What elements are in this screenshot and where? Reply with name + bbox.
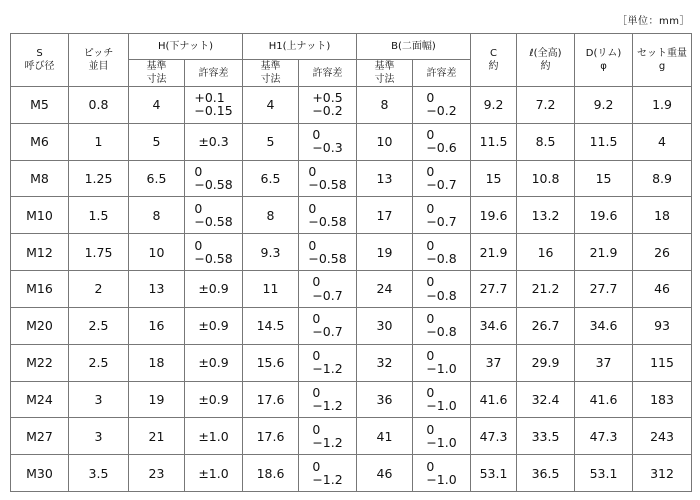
c-cell: 19.6	[471, 197, 517, 234]
pitch-cell: 1	[69, 123, 129, 160]
size-cell: M6	[11, 123, 69, 160]
dimension-table	[10, 33, 692, 492]
tolerance-value: −0.58	[194, 213, 233, 229]
rim-diameter-cell: 11.5	[575, 123, 633, 160]
tolerance-value: 0	[426, 421, 435, 437]
set-weight-cell: 4	[633, 123, 692, 160]
header-b-width-across-flats: B(二面幅)	[357, 34, 471, 60]
pitch-cell: 3	[69, 418, 129, 455]
tolerance-value: 0	[308, 163, 317, 179]
tolerance-value: 0	[426, 163, 435, 179]
tolerance-value: −1.0	[426, 471, 457, 487]
b-tolerance-cell	[413, 344, 471, 381]
size-cell: M10	[11, 197, 69, 234]
pitch-cell: 2	[69, 271, 129, 308]
h-tolerance-cell	[185, 87, 243, 124]
total-height-cell: 36.5	[517, 455, 575, 492]
header-h1-tolerance: 許容差	[299, 60, 357, 87]
tolerance-value: −1.2	[312, 434, 343, 450]
h-base-cell: 16	[129, 307, 185, 344]
b-base-cell: 17	[357, 197, 413, 234]
h1-base-cell: 14.5	[243, 307, 299, 344]
h1-base-cell: 8	[243, 197, 299, 234]
table-row	[11, 123, 692, 160]
table-row	[11, 234, 692, 271]
set-weight-cell: 8.9	[633, 160, 692, 197]
tolerance-value: −0.7	[312, 287, 343, 303]
h1-base-cell: 15.6	[243, 344, 299, 381]
header-c: C 約	[471, 34, 517, 87]
header-h1-upper-nut: H1(上ナット)	[243, 34, 357, 60]
total-height-cell: 13.2	[517, 197, 575, 234]
total-height-cell: 33.5	[517, 418, 575, 455]
size-cell: M8	[11, 160, 69, 197]
size-cell: M5	[11, 87, 69, 124]
tolerance-value: −0.15	[194, 103, 233, 119]
total-height-cell: 7.2	[517, 87, 575, 124]
tolerance-value: 0	[312, 127, 321, 143]
table-row	[11, 87, 692, 124]
tolerance-value: 0	[194, 200, 203, 216]
pitch-cell: 1.25	[69, 160, 129, 197]
tolerance-value: 0	[426, 200, 435, 216]
b-base-cell: 24	[357, 271, 413, 308]
size-cell: M20	[11, 307, 69, 344]
h-base-cell: 18	[129, 344, 185, 381]
tolerance-value: 0	[312, 274, 321, 290]
h-tolerance-cell	[185, 123, 243, 160]
h-base-cell: 21	[129, 418, 185, 455]
rim-diameter-cell: 41.6	[575, 381, 633, 418]
b-tolerance-cell	[413, 123, 471, 160]
size-cell: M27	[11, 418, 69, 455]
header-b-base: 基準 寸法	[357, 60, 413, 87]
table-row	[11, 197, 692, 234]
c-cell: 34.6	[471, 307, 517, 344]
b-tolerance-cell	[413, 160, 471, 197]
tolerance-value: −0.8	[426, 324, 457, 340]
tolerance-value: ±0.9	[198, 281, 229, 297]
h1-tolerance-cell	[299, 234, 357, 271]
rim-diameter-cell: 21.9	[575, 234, 633, 271]
h1-base-cell: 5	[243, 123, 299, 160]
tolerance-value: ±0.9	[198, 391, 229, 407]
b-base-cell: 41	[357, 418, 413, 455]
tolerance-value: −0.2	[312, 103, 343, 119]
header-rim-diameter: D(リム) φ	[575, 34, 633, 87]
h1-tolerance-cell	[299, 381, 357, 418]
unit-label: ［単位：mm］	[617, 16, 690, 27]
header-h1-base: 基準 寸法	[243, 60, 299, 87]
tolerance-value: 0	[312, 421, 321, 437]
h-tolerance-cell	[185, 271, 243, 308]
h1-base-cell: 6.5	[243, 160, 299, 197]
b-base-cell: 10	[357, 123, 413, 160]
tolerance-value: 0	[426, 274, 435, 290]
set-weight-cell: 1.9	[633, 87, 692, 124]
table-body	[11, 87, 692, 492]
header-h-lower-nut: H(下ナット)	[129, 34, 243, 60]
tolerance-value: 0	[426, 348, 435, 364]
total-height-cell: 26.7	[517, 307, 575, 344]
c-cell: 9.2	[471, 87, 517, 124]
h1-base-cell: 18.6	[243, 455, 299, 492]
tolerance-value: ±0.3	[198, 134, 229, 150]
size-cell: M30	[11, 455, 69, 492]
table-row	[11, 160, 692, 197]
header-total-height: ℓ(全高) 約	[517, 34, 575, 87]
b-tolerance-cell	[413, 271, 471, 308]
h1-tolerance-cell	[299, 160, 357, 197]
b-base-cell: 19	[357, 234, 413, 271]
tolerance-value: −1.0	[426, 397, 457, 413]
h1-base-cell: 17.6	[243, 381, 299, 418]
b-tolerance-cell	[413, 307, 471, 344]
tolerance-value: ±1.0	[198, 428, 229, 444]
b-base-cell: 32	[357, 344, 413, 381]
header-h-tolerance: 許容差	[185, 60, 243, 87]
b-tolerance-cell	[413, 381, 471, 418]
tolerance-value: −0.7	[426, 177, 457, 193]
set-weight-cell: 26	[633, 234, 692, 271]
c-cell: 37	[471, 344, 517, 381]
tolerance-value: ±1.0	[198, 465, 229, 481]
c-cell: 21.9	[471, 234, 517, 271]
b-base-cell: 13	[357, 160, 413, 197]
b-tolerance-cell	[413, 455, 471, 492]
total-height-cell: 16	[517, 234, 575, 271]
tolerance-value: −0.7	[312, 324, 343, 340]
tolerance-value: −1.0	[426, 361, 457, 377]
h-tolerance-cell	[185, 381, 243, 418]
set-weight-cell: 243	[633, 418, 692, 455]
h1-tolerance-cell	[299, 455, 357, 492]
c-cell: 47.3	[471, 418, 517, 455]
set-weight-cell: 18	[633, 197, 692, 234]
pitch-cell: 2.5	[69, 307, 129, 344]
pitch-cell: 3.5	[69, 455, 129, 492]
tolerance-value: −0.58	[194, 177, 233, 193]
tolerance-value: 0	[426, 127, 435, 143]
rim-diameter-cell: 27.7	[575, 271, 633, 308]
pitch-cell: 0.8	[69, 87, 129, 124]
h1-base-cell: 4	[243, 87, 299, 124]
tolerance-value: −0.8	[426, 287, 457, 303]
h-tolerance-cell	[185, 234, 243, 271]
h-tolerance-cell	[185, 160, 243, 197]
tolerance-value: −0.58	[194, 250, 233, 266]
tolerance-value: 0	[312, 458, 321, 474]
header-nominal-size: S 呼び径	[11, 34, 69, 87]
total-height-cell: 8.5	[517, 123, 575, 160]
h-base-cell: 6.5	[129, 160, 185, 197]
tolerance-value: ±0.9	[198, 318, 229, 334]
size-cell: M22	[11, 344, 69, 381]
rim-diameter-cell: 34.6	[575, 307, 633, 344]
header-set-weight: セット重量 g	[633, 34, 692, 87]
tolerance-value: −0.58	[308, 213, 347, 229]
h1-tolerance-cell	[299, 271, 357, 308]
h-base-cell: 19	[129, 381, 185, 418]
tolerance-value: 0	[426, 237, 435, 253]
header-h-base: 基準 寸法	[129, 60, 185, 87]
tolerance-value: 0	[312, 348, 321, 364]
total-height-cell: 29.9	[517, 344, 575, 381]
tolerance-value: 0	[426, 458, 435, 474]
set-weight-cell: 183	[633, 381, 692, 418]
h1-base-cell: 9.3	[243, 234, 299, 271]
table-row	[11, 455, 692, 492]
tolerance-value: 0	[312, 311, 321, 327]
header-b-tolerance: 許容差	[413, 60, 471, 87]
tolerance-value: 0	[426, 311, 435, 327]
c-cell: 15	[471, 160, 517, 197]
h-tolerance-cell	[185, 307, 243, 344]
b-base-cell: 30	[357, 307, 413, 344]
b-tolerance-cell	[413, 234, 471, 271]
h1-base-cell: 11	[243, 271, 299, 308]
b-base-cell: 36	[357, 381, 413, 418]
tolerance-value: 0	[194, 237, 203, 253]
h-base-cell: 5	[129, 123, 185, 160]
pitch-cell: 1.5	[69, 197, 129, 234]
c-cell: 53.1	[471, 455, 517, 492]
tolerance-value: −1.0	[426, 434, 457, 450]
tolerance-value: −0.6	[426, 140, 457, 156]
set-weight-cell: 46	[633, 271, 692, 308]
table-row	[11, 307, 692, 344]
set-weight-cell: 312	[633, 455, 692, 492]
tolerance-value: 0	[308, 237, 317, 253]
h1-tolerance-cell	[299, 123, 357, 160]
pitch-cell: 1.75	[69, 234, 129, 271]
pitch-cell: 3	[69, 381, 129, 418]
rim-diameter-cell: 9.2	[575, 87, 633, 124]
table-row	[11, 418, 692, 455]
tolerance-value: +0.5	[312, 90, 343, 106]
b-base-cell: 8	[357, 87, 413, 124]
size-cell: M24	[11, 381, 69, 418]
rim-diameter-cell: 47.3	[575, 418, 633, 455]
tolerance-value: 0	[426, 384, 435, 400]
h-tolerance-cell	[185, 344, 243, 381]
tolerance-value: 0	[308, 200, 317, 216]
size-cell: M12	[11, 234, 69, 271]
h1-tolerance-cell	[299, 344, 357, 381]
set-weight-cell: 93	[633, 307, 692, 344]
h-base-cell: 4	[129, 87, 185, 124]
tolerance-value: −0.58	[308, 250, 347, 266]
tolerance-value: ±0.9	[198, 355, 229, 371]
pitch-cell: 2.5	[69, 344, 129, 381]
h-tolerance-cell	[185, 455, 243, 492]
total-height-cell: 32.4	[517, 381, 575, 418]
c-cell: 27.7	[471, 271, 517, 308]
h-base-cell: 13	[129, 271, 185, 308]
h-base-cell: 23	[129, 455, 185, 492]
tolerance-value: −0.7	[426, 213, 457, 229]
h1-tolerance-cell	[299, 307, 357, 344]
rim-diameter-cell: 19.6	[575, 197, 633, 234]
header-pitch: ピッチ 並目	[69, 34, 129, 87]
total-height-cell: 10.8	[517, 160, 575, 197]
h-base-cell: 10	[129, 234, 185, 271]
tolerance-value: −0.3	[312, 140, 343, 156]
total-height-cell: 21.2	[517, 271, 575, 308]
size-cell: M16	[11, 271, 69, 308]
tolerance-value: −1.2	[312, 471, 343, 487]
tolerance-value: −1.2	[312, 397, 343, 413]
tolerance-value: −0.58	[308, 177, 347, 193]
h-tolerance-cell	[185, 197, 243, 234]
h-base-cell: 8	[129, 197, 185, 234]
tolerance-value: +0.1	[194, 90, 225, 106]
b-tolerance-cell	[413, 87, 471, 124]
c-cell: 41.6	[471, 381, 517, 418]
table-row	[11, 344, 692, 381]
h1-tolerance-cell	[299, 197, 357, 234]
h-tolerance-cell	[185, 418, 243, 455]
rim-diameter-cell: 15	[575, 160, 633, 197]
h1-base-cell: 17.6	[243, 418, 299, 455]
tolerance-value: 0	[426, 90, 435, 106]
table-row	[11, 271, 692, 308]
b-tolerance-cell	[413, 418, 471, 455]
rim-diameter-cell: 37	[575, 344, 633, 381]
tolerance-value: −0.8	[426, 250, 457, 266]
h1-tolerance-cell	[299, 418, 357, 455]
c-cell: 11.5	[471, 123, 517, 160]
b-tolerance-cell	[413, 197, 471, 234]
header-row-1	[11, 34, 692, 60]
h1-tolerance-cell	[299, 87, 357, 124]
b-base-cell: 46	[357, 455, 413, 492]
tolerance-value: −0.2	[426, 103, 457, 119]
rim-diameter-cell: 53.1	[575, 455, 633, 492]
set-weight-cell: 115	[633, 344, 692, 381]
tolerance-value: 0	[312, 384, 321, 400]
tolerance-value: −1.2	[312, 361, 343, 377]
tolerance-value: 0	[194, 163, 203, 179]
table-row	[11, 381, 692, 418]
